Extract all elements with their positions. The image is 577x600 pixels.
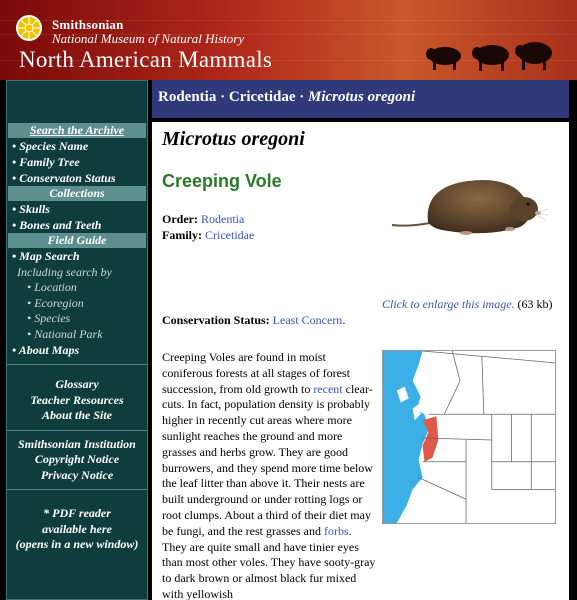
range-map[interactable] [382, 350, 556, 524]
page-title: Microtus oregoni [162, 128, 305, 150]
recent-glossary-link[interactable]: recent [313, 381, 343, 396]
about-site-link[interactable]: About the Site [41, 408, 112, 422]
search-archive-heading[interactable]: Search the Archive [8, 123, 146, 138]
privacy-notice-link[interactable]: Privacy Notice [40, 467, 114, 482]
family-label: Family: [162, 228, 202, 242]
breadcrumb-separator: · [295, 89, 309, 105]
image-size: (63 kb) [514, 297, 553, 311]
smithsonian-title[interactable]: Smithsonian [52, 17, 124, 32]
order-row [162, 212, 244, 227]
sidebar-item-species[interactable]: • Species [27, 311, 71, 325]
breadcrumb-family[interactable]: Cricetidae [228, 89, 296, 105]
museum-title[interactable]: National Museum of Natural History [52, 31, 245, 46]
site-title[interactable]: North American Mammals [19, 47, 273, 72]
muskox-herd-image [425, 38, 555, 74]
collections-heading: Collections [8, 186, 146, 201]
pdf-reader-link[interactable]: * PDF reader [43, 506, 111, 520]
smithsonian-sun-logo[interactable] [15, 14, 43, 42]
family-row [162, 228, 254, 243]
breadcrumb-species: Microtus oregoni [308, 89, 416, 105]
sidebar-nav [6, 80, 148, 600]
conservation-link[interactable]: Least Concern [272, 313, 343, 327]
conservation-row: Conservation Status: Least Concern. [162, 313, 346, 327]
enlarge-note [382, 296, 557, 312]
sidebar-item-species-name[interactable]: • Species Name [12, 139, 89, 153]
main-content [152, 122, 569, 600]
forbs-glossary-link[interactable]: forbs [323, 523, 349, 538]
including-search-label: Including search by [17, 265, 112, 279]
order-label: Order: [162, 212, 198, 226]
sidebar-item-conservation-status[interactable]: • Conservaton Status [12, 171, 116, 185]
sidebar-divider [7, 364, 147, 365]
sidebar-item-map-search[interactable]: • Map Search [12, 249, 80, 263]
breadcrumb-separator: · [216, 89, 229, 105]
sidebar-item-family-tree[interactable]: • Family Tree [12, 155, 80, 169]
smithsonian-institution-link[interactable]: Smithsonian Institution [18, 436, 136, 451]
common-name: Creeping Vole [162, 171, 282, 191]
field-guide-heading: Field Guide [8, 233, 146, 248]
sidebar-item-national-park[interactable]: • National Park [27, 326, 103, 341]
breadcrumb [152, 80, 569, 118]
family-link[interactable]: Cricetidae [205, 228, 255, 242]
sidebar-item-skulls[interactable]: • Skulls [12, 202, 50, 216]
pdf-reader-link[interactable]: available here [42, 521, 112, 536]
conservation-label: Conservation Status: [162, 313, 270, 327]
copyright-notice-link[interactable]: Copyright Notice [34, 452, 120, 466]
sidebar-item-bones-teeth[interactable]: • Bones and Teeth [12, 218, 102, 232]
species-description: Creeping Voles are found in moist coniferous forests at all stages of forest succession, from old growth to recent clear-cuts. In fact, population density is probably higher in recently cut areas where more sunlight reaches the ground and more grasses and herbs grow. They are good burrowers, and they spend more time below the leaf litter than above it. Their nests are built underground or under rotting logs or root clumps. About a third of their diet may be fungi, and the rest grasses and forbs. They are quite small and have tinier eyes than most other voles. They have sooty-gray to dark brown or almost black fur mixed with yellowish [162, 350, 376, 600]
glossary-link[interactable]: Glossary [55, 377, 99, 391]
sidebar-item-about-maps[interactable]: • About Maps [12, 343, 80, 357]
order-link[interactable]: Rodentia [200, 212, 245, 226]
teacher-resources-link[interactable]: Teacher Resources [30, 392, 124, 407]
enlarge-image-link[interactable]: Click to enlarge this image. [382, 297, 515, 311]
sidebar-divider [7, 430, 147, 431]
sidebar-divider [7, 489, 147, 490]
site-header [0, 0, 577, 80]
sidebar-item-location[interactable]: • Location [27, 280, 77, 294]
breadcrumb-order[interactable]: Rodentia [158, 89, 217, 105]
pdf-reader-note: (opens in a new window) [15, 537, 139, 551]
vole-photo[interactable] [388, 167, 548, 242]
sidebar-item-ecoregion[interactable]: • Ecoregion [27, 295, 84, 310]
